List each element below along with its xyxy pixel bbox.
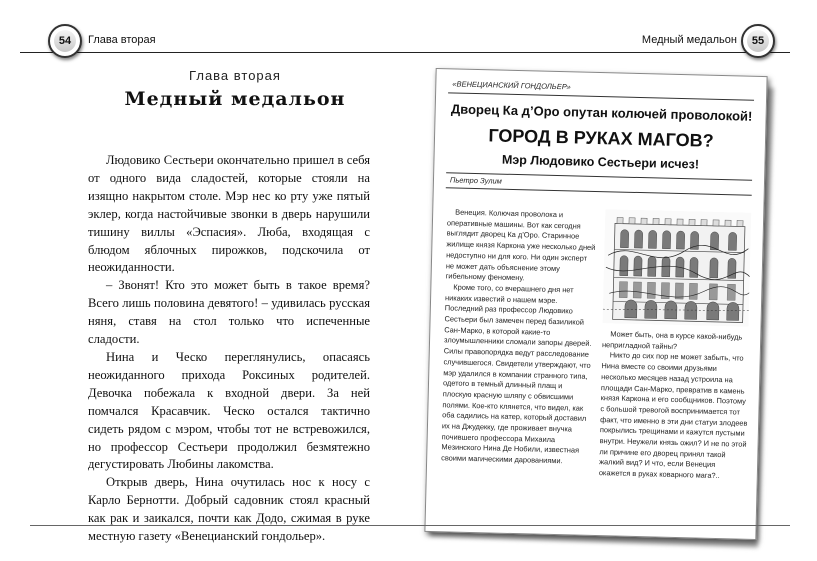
chapter-title: Медный медальон — [124, 88, 346, 110]
article-paragraph: Может быть, она в курсе какой-нибудь непригладной тайны? — [601, 329, 743, 351]
palace-photo — [603, 209, 752, 327]
paragraph: Людовико Сестьери окончательно пришел в себя от одного вида сладостей, которые стояли на изящно накрытом столе. Мэр нес ко рту уже пятый эклер, когда настойчивые звонки в дверь нарушили тишину виллы «Эспасия». Люба, входящая с блюдом яблочных пирожков, подскочила от неожиданности. — [88, 153, 370, 275]
newspaper-name: «ВЕНЕЦИАНСКИЙ ГОНДОЛЬЕР» — [452, 79, 571, 92]
left-page-number-badge — [48, 24, 82, 58]
right-page-number: 55 — [747, 30, 769, 52]
left-page-number: 54 — [54, 30, 76, 52]
footer-rule — [30, 525, 790, 526]
right-running-title: Медный медальон — [641, 34, 737, 46]
headline-main: ГОРОД В РУКАХ МАГОВ? — [488, 125, 714, 151]
article-paragraph: Венеция. Колючая проволока и оперативные машины. Вот как сегодня выглядит дворец Ка д’Оро. Старинное жилище князя Каркона уже несколько дней недоступно ни для кого. Ни один эксперт не может дать объяснение этому гибельному феномену. — [445, 207, 596, 283]
paragraph: Открыв дверь, Нина очутилась нос к носу с Карло Бернотти. Добрый садовник стоял красный как рак и заикался, почти как Додо, сжимая в руке местную газету «Венецианский гондольер». — [88, 475, 370, 544]
paragraph: Нина и Ческо переглянулись, опасаясь неожиданного прихода Роксиных родителей. Девочка побежала к входной двери. За ней помчался Красавчик. Ческо остался тактично сидеть рядом с мэром, чтобы тот не встревожился, но профессор Сестьери продолжил безмятежно дегустировать Любины лакомства. — [88, 349, 370, 472]
headline-secondary: Мэр Людовико Сестьери исчез! — [501, 152, 700, 172]
article-author: Пьетро Зулим — [449, 175, 502, 186]
chapter-label: Глава вторая — [189, 68, 281, 83]
right-page-number-badge — [741, 24, 775, 58]
newspaper-rule — [446, 187, 752, 195]
article-column-2 — [599, 329, 751, 482]
header-rule — [20, 52, 790, 53]
newspaper-rule — [448, 92, 754, 100]
left-running-title: Глава вторая — [88, 34, 156, 46]
newspaper-clipping — [424, 68, 767, 540]
chapter-body — [88, 152, 370, 546]
article-column-1 — [441, 207, 597, 467]
page-header — [0, 0, 817, 58]
article-paragraph: Никто до сих пор не может забыть, что Нина вместе со своими друзьями несколько месяцев назад устроила на площади Сан-Марко, превратив в камень князя Каркона и его сообщников. Поэтому с большой тревогой воспринимается тот факт, что именно в эти дни статуи злодеев покрылись трещинами и кажутся пустыми внутри. Неужели князь ожил? И не по этой ли причине его дворец принял такой жалкий вид? И что, если Венеция окажется в руках коварного мага?.. — [598, 350, 748, 481]
headline-primary: Дворец Ка д’Оро опутан колючей проволокой! — [450, 101, 753, 124]
paragraph: – Звонят! Кто это может быть в такое время? Всего лишь половина девятого! – удивилась русская няня, ставя на стол только что испеченные сладости. — [88, 278, 370, 347]
article-paragraph: Кроме того, со вчерашнего дня нет никаких известий о нашем мэре. Последний раз профессор Людовико Сестьери был замечен перед базиликой Сан-Марко, в которой какие-то злоумышленники сломали запоры дверей. Силы правопорядка ведут расследование случившегося. Свидетели утверждают, что мэр удалился в компании странного типа, одетого в темный длинный плащ и плоскую красную шляпу с обвисшими полями. Кое-кто клянется, что видел, как оба садились на катер, который доставил их на Джудекку, где проживает внучка почившего профессора Михаила Мезинского Нина Де Нобили, известная своими магическими дарованиями. — [441, 282, 592, 466]
